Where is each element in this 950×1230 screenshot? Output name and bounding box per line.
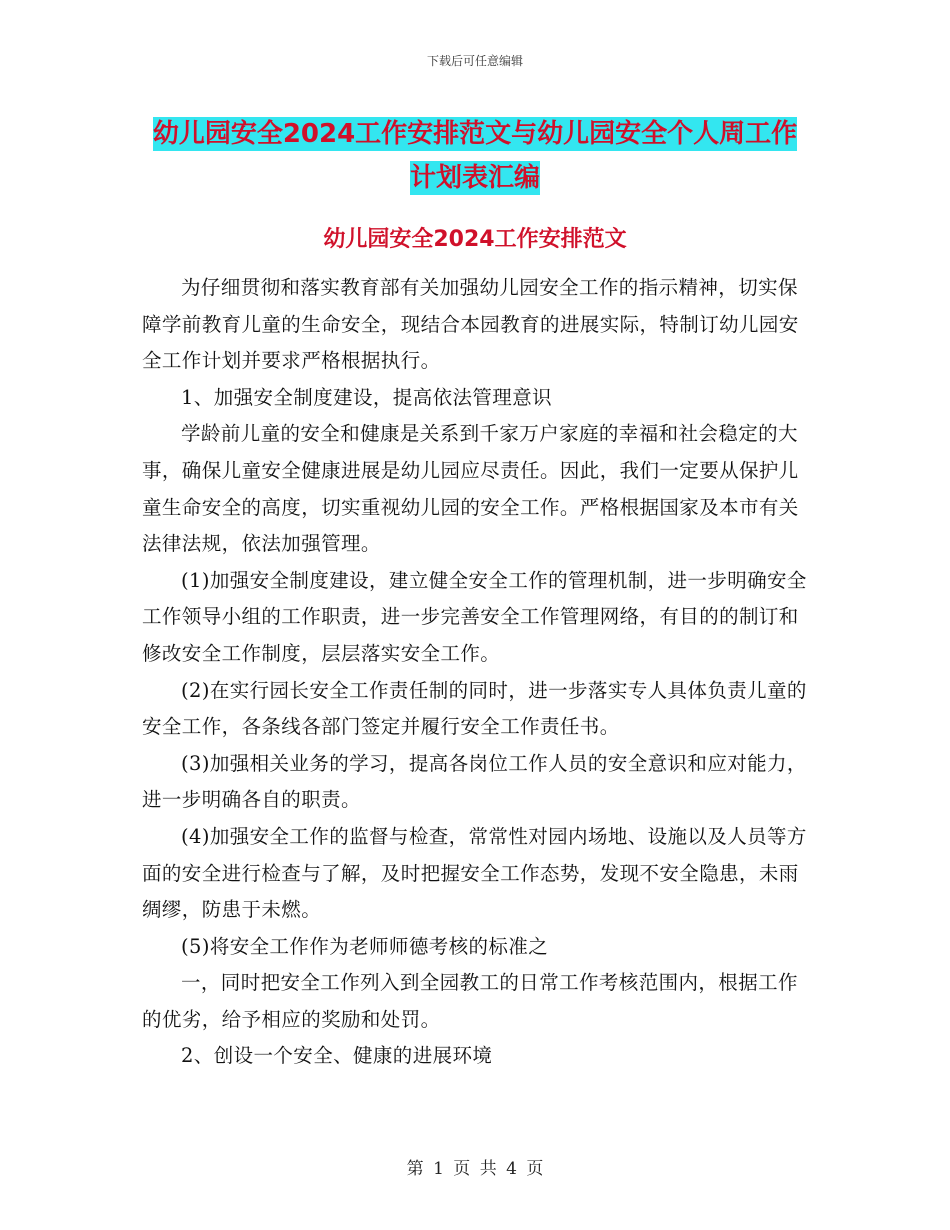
paragraph-item-3: (3)加强相关业务的学习，提高各岗位工作人员的安全意识和应对能力，进一步明确各自的职责。	[142, 751, 807, 812]
paragraph-heading-2: 2、创设一个安全、健康的进展环境	[181, 1044, 493, 1068]
document-title-text: 幼儿园安全2024工作安排范文与幼儿园安全个人周工作计划表汇编	[152, 119, 798, 193]
paragraph-item-1: (1)加强安全制度建设，建立健全安全工作的管理机制，进一步明确安全工作领导小组的工作职责，进一步完善安全工作管理网络，有目的的制订和修改安全工作制度，层层落实安全工作。	[142, 568, 807, 665]
document-title	[140, 112, 810, 200]
paragraph-heading-1: 1、加强安全制度建设，提高依法管理意识	[181, 385, 553, 409]
paragraph-item-4: (4)加强安全工作的监督与检查，常常性对园内场地、设施以及人员等方面的安全进行检查与了解，及时把握安全工作态势，发现不安全隐患，未雨绸缪，防患于未燃。	[142, 824, 807, 922]
body-text	[142, 270, 810, 1075]
paragraph: 一，同时把安全工作列入到全园教工的日常工作考核范围内，根据工作的优劣，给予相应的奖励和处罚。	[142, 971, 798, 1031]
page-footer: 第 1 页 共 4 页	[406, 1159, 544, 1179]
paragraph-item-5: (5)将安全工作作为老师师德考核的标准之	[181, 934, 549, 958]
paragraph-item-2: (2)在实行园长安全工作责任制的同时，进一步落实专人具体负责儿童的安全工作，各条线各部门签定并履行安全工作责任书。	[142, 678, 807, 739]
section-title: 幼儿园安全2024工作安排范文	[323, 227, 627, 252]
header-note: 下载后可任意编辑	[426, 54, 523, 68]
paragraph-intro: 为仔细贯彻和落实教育部有关加强幼儿园安全工作的指示精神，切实保障学前教育儿童的生命安全，现结合本园教育的进展实际，特制订幼儿园安全工作计划并要求严格根据执行。	[142, 276, 799, 373]
paragraph: 学龄前儿童的安全和健康是关系到千家万户家庭的幸福和社会稳定的大事，确保儿童安全健康进展是幼儿园应尽责任。因此，我们一定要从保护儿童生命安全的高度，切实重视幼儿园的安全工作。严格根据国家及本市有关法律法规，依法加强管理。	[142, 422, 799, 556]
